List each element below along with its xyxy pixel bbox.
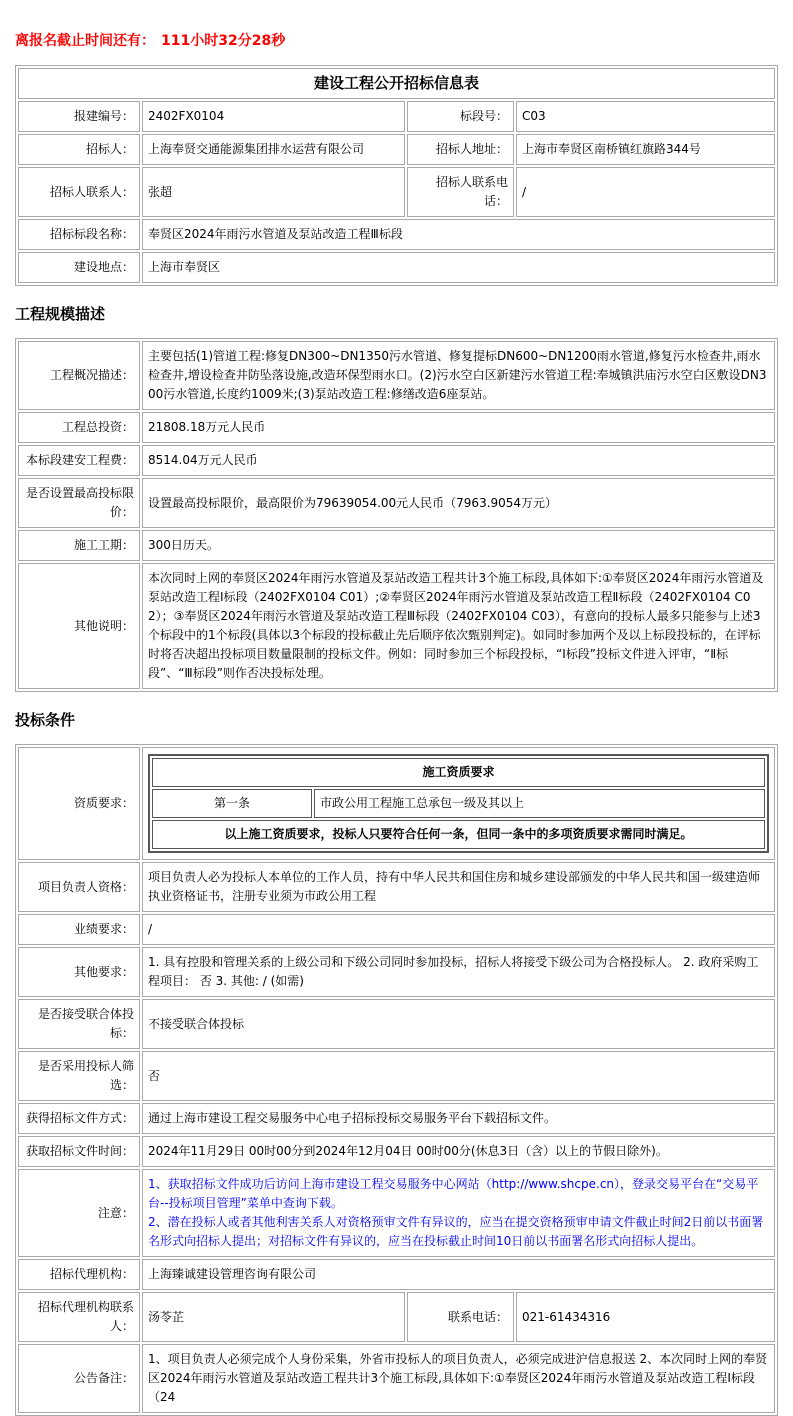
table-row	[18, 252, 775, 283]
field-label: 施工工期：	[18, 530, 140, 561]
table-row	[18, 101, 775, 132]
project-scale-table	[15, 338, 778, 692]
rule-text: 市政公用工程施工总承包一级及其以上	[314, 789, 765, 818]
table-row	[18, 1051, 775, 1101]
field-label: 招标人：	[18, 134, 140, 165]
table-row	[18, 134, 775, 165]
field-value: 项目负责人必为投标人本单位的工作人员，持有中华人民共和国住房和城乡建设部颁发的中华人民共和国一级建造师执业资格证书，注册专业须为市政公用工程	[142, 862, 775, 912]
field-value: 通过上海市建设工程交易服务中心电子招标投标交易服务平台下载招标文件。	[142, 1103, 775, 1134]
section-heading-bid-conditions: 投标条件	[15, 711, 76, 729]
field-value: 上海市奉贤区南桥镇红旗路344号	[516, 134, 775, 165]
field-label: 是否设置最高投标限价：	[18, 478, 140, 528]
field-value-line: 2、潜在投标人或者其他利害关系人对资格预审文件有异议的，应当在提交资格预审申请文件截止时间2日前以书面署名形式向招标人提出；对招标文件有异议的，应当在投标截止时间10日前以书面署名形式向招标人提出。	[148, 1215, 764, 1248]
field-label: 本标段建安工程费：	[18, 445, 140, 476]
field-value: C03	[516, 101, 775, 132]
field-label: 招标人地址：	[407, 134, 514, 165]
field-value-line: 1、获取招标文件成功后访问上海市建设工程交易服务中心网站（http://www.shcpe.cn），登录交易平台在“交易平台--投标项目管理”菜单中查询下载。	[148, 1177, 759, 1210]
table-row	[152, 820, 765, 849]
field-label: 招标代理机构：	[18, 1259, 140, 1290]
field-label: 是否采用投标人筛选：	[18, 1051, 140, 1101]
field-label: 业绩要求：	[18, 914, 140, 945]
table-row	[18, 1136, 775, 1167]
field-label: 其他要求：	[18, 947, 140, 997]
table-row	[18, 563, 775, 689]
table-row	[18, 914, 775, 945]
field-value: 上海奉贤交通能源集团排水运营有限公司	[142, 134, 405, 165]
field-value	[142, 1169, 775, 1257]
field-value: 1. 具有控股和管理关系的上级公司和下级公司同时参加投标，招标人将接受下级公司为合格投标人。 2. 政府采购工程项目： 否 3. 其他: / (如需)	[142, 947, 775, 997]
field-value: 不接受联合体投标	[142, 999, 775, 1049]
qualification-header: 施工资质要求	[152, 758, 765, 787]
bid-conditions-table	[15, 744, 778, 1416]
field-label: 招标人联系电话：	[407, 167, 514, 217]
table-row	[18, 341, 775, 410]
field-value: 否	[142, 1051, 775, 1101]
field-label: 招标人联系人：	[18, 167, 140, 217]
table-title-row	[18, 68, 775, 99]
field-value: 2024年11月29日 00时00分到2024年12月04日 00时00分(休息3日（含）以上的节假日除外)。	[142, 1136, 775, 1167]
qualification-requirements-table	[148, 754, 769, 853]
field-label: 标段号：	[407, 101, 514, 132]
table-row	[18, 478, 775, 528]
table-row	[18, 412, 775, 443]
field-value: /	[142, 914, 775, 945]
table-row	[152, 758, 765, 787]
field-label: 注意：	[18, 1169, 140, 1257]
table-row	[18, 445, 775, 476]
field-value: 主要包括(1)管道工程:修复DN300~DN1350污水管道、修复提标DN600~DN1200雨水管道,修复污水检查井,雨水检查井,增设检查井防坠落设施,改造环保型雨水口。(2)污水空白区新建污水管道工程:奉城镇洪庙污水空白区敷设DN300污水管道,长度约1009米;(3)泵站改造工程:修缮改造6座泵站。	[142, 341, 775, 410]
table-row	[18, 167, 775, 217]
field-value: 300日历天。	[142, 530, 775, 561]
rule-number: 第一条	[152, 789, 312, 818]
field-label: 报建编号：	[18, 101, 140, 132]
field-value: 设置最高投标限价，最高限价为79639054.00元人民币（7963.9054万元）	[142, 478, 775, 528]
field-label: 是否接受联合体投标：	[18, 999, 140, 1049]
field-label: 联系电话：	[407, 1292, 514, 1342]
field-label: 资质要求：	[18, 747, 140, 860]
field-value: 汤苓芷	[142, 1292, 405, 1342]
field-label: 招标标段名称：	[18, 219, 140, 250]
field-value	[142, 747, 775, 860]
field-value: /	[516, 167, 775, 217]
table-row	[18, 219, 775, 250]
table-row	[18, 530, 775, 561]
table-row	[18, 1344, 775, 1413]
field-value: 奉贤区2024年雨污水管道及泵站改造工程Ⅲ标段	[142, 219, 775, 250]
field-label: 工程总投资：	[18, 412, 140, 443]
field-label: 工程概况描述：	[18, 341, 140, 410]
countdown-value: 111小时32分28秒	[161, 33, 286, 49]
field-label: 公告备注：	[18, 1344, 140, 1413]
table-row	[18, 1169, 775, 1257]
registration-countdown	[15, 30, 778, 50]
field-label: 建设地点：	[18, 252, 140, 283]
table-row	[18, 1103, 775, 1134]
field-value: 021-61434316	[516, 1292, 775, 1342]
field-label: 获得招标文件方式：	[18, 1103, 140, 1134]
field-value: 上海臻诚建设管理咨询有限公司	[142, 1259, 775, 1290]
countdown-label: 离报名截止时间还有：	[15, 33, 155, 49]
page-title: 建设工程公开招标信息表	[18, 68, 775, 99]
qualification-footer: 以上施工资质要求，投标人只要符合任何一条，但同一条中的多项资质要求需同时满足。	[152, 820, 765, 849]
field-value: 本次同时上网的奉贤区2024年雨污水管道及泵站改造工程共计3个施工标段,具体如下:①奉贤区2024年雨污水管道及泵站改造工程Ⅰ标段（2402FX0104 C01）;②奉贤区2024年雨污水管道及泵站改造工程Ⅱ标段（2402FX0104 C02）；③奉贤区2024年雨污水管道及泵站改造工程Ⅲ标段（2402FX0104 C03），有意向的投标人最多只能参与上述3个标段中的1个标段(具体以3个标段的投标截止先后顺序依次甄别判定)。如同时参加两个及以上标段投标的，在评标时将否决超出投标项目数量限制的投标文件。例如：同时参加三个标段投标，“Ⅰ标段”投标文件进入评审，“Ⅱ标段”、“Ⅲ标段”则作否决投标处理。	[142, 563, 775, 689]
table-row	[152, 789, 765, 818]
table-row	[18, 1259, 775, 1290]
field-value: 上海市奉贤区	[142, 252, 775, 283]
table-row	[18, 1292, 775, 1342]
field-value: 2402FX0104	[142, 101, 405, 132]
field-label: 招标代理机构联系人：	[18, 1292, 140, 1342]
field-value: 8514.04万元人民币	[142, 445, 775, 476]
table-row	[18, 747, 775, 860]
table-row	[18, 947, 775, 997]
field-label: 获取招标文件时间：	[18, 1136, 140, 1167]
field-value: 21808.18万元人民币	[142, 412, 775, 443]
field-label: 项目负责人资格：	[18, 862, 140, 912]
bidding-info-table	[15, 65, 778, 286]
field-label: 其他说明：	[18, 563, 140, 689]
field-value: 张超	[142, 167, 405, 217]
table-row	[18, 999, 775, 1049]
field-value: 1、项目负责人必须完成个人身份采集，外省市投标人的项目负责人，必须完成进沪信息报送 2、本次同时上网的奉贤区2024年雨污水管道及泵站改造工程共计3个施工标段,具体如下:①奉贤区2024年雨污水管道及泵站改造工程Ⅰ标段（24	[142, 1344, 775, 1413]
table-row	[18, 862, 775, 912]
section-heading-project-scale: 工程规模描述	[15, 305, 106, 323]
